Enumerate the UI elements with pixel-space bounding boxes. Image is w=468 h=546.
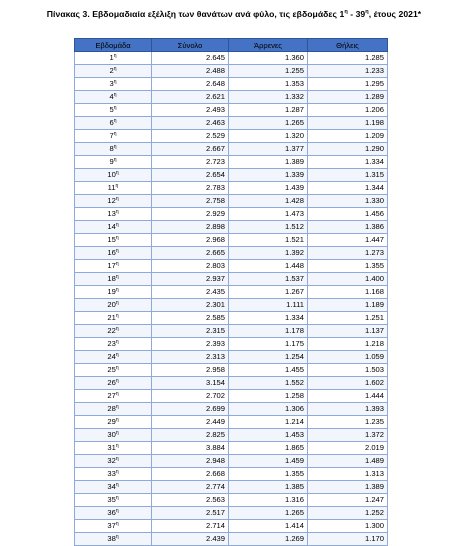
total-cell: 2.645 — [152, 52, 229, 65]
table-row — [75, 364, 388, 377]
male-cell: 1.178 — [229, 325, 308, 338]
week-cell: $12^\eta$ — [75, 195, 152, 208]
week-cell: $24^\eta$ — [75, 351, 152, 364]
table-row — [75, 221, 388, 234]
male-cell: 1.439 — [229, 182, 308, 195]
female-cell: 1.233 — [308, 65, 388, 78]
table-row — [75, 117, 388, 130]
table-row — [75, 442, 388, 455]
male-cell: 1.316 — [229, 494, 308, 507]
table-row — [75, 481, 388, 494]
male-cell: 1.512 — [229, 221, 308, 234]
female-cell: 1.198 — [308, 117, 388, 130]
total-cell: 2.937 — [152, 273, 229, 286]
female-cell: 1.247 — [308, 494, 388, 507]
total-cell: 2.313 — [152, 351, 229, 364]
table-row — [75, 247, 388, 260]
female-cell: 1.400 — [308, 273, 388, 286]
table-row — [75, 325, 388, 338]
male-cell: 1.267 — [229, 286, 308, 299]
table-row — [75, 390, 388, 403]
week-cell: $35^\eta$ — [75, 494, 152, 507]
week-cell: $26^\eta$ — [75, 377, 152, 390]
week-cell: $11^\eta$ — [75, 182, 152, 195]
table-row — [75, 533, 388, 546]
week-cell: $1^\eta$ — [75, 52, 152, 65]
week-cell: $20^\eta$ — [75, 299, 152, 312]
total-cell: 3.154 — [152, 377, 229, 390]
total-cell: 2.667 — [152, 143, 229, 156]
female-cell: 1.393 — [308, 403, 388, 416]
total-cell: 2.968 — [152, 234, 229, 247]
male-cell: 1.448 — [229, 260, 308, 273]
female-cell: 1.313 — [308, 468, 388, 481]
total-cell: 2.702 — [152, 390, 229, 403]
table-row — [75, 234, 388, 247]
male-cell: 1.265 — [229, 507, 308, 520]
table-row — [75, 403, 388, 416]
total-cell: 2.393 — [152, 338, 229, 351]
week-cell: $8^\eta$ — [75, 143, 152, 156]
female-cell: 1.372 — [308, 429, 388, 442]
total-cell: 2.529 — [152, 130, 229, 143]
table-row — [75, 156, 388, 169]
table-row — [75, 377, 388, 390]
female-cell: 1.389 — [308, 481, 388, 494]
table-row — [75, 494, 388, 507]
week-cell: $9^\eta$ — [75, 156, 152, 169]
male-cell: 1.339 — [229, 169, 308, 182]
table-row — [75, 104, 388, 117]
total-cell: 2.723 — [152, 156, 229, 169]
male-cell: 1.287 — [229, 104, 308, 117]
table-row — [75, 520, 388, 533]
male-cell: 1.360 — [229, 52, 308, 65]
total-cell: 2.668 — [152, 468, 229, 481]
total-cell: 2.449 — [152, 416, 229, 429]
total-cell: 3.884 — [152, 442, 229, 455]
female-cell: 1.386 — [308, 221, 388, 234]
total-cell: 2.654 — [152, 169, 229, 182]
week-cell: $7^\eta$ — [75, 130, 152, 143]
male-cell: 1.214 — [229, 416, 308, 429]
female-cell: 1.209 — [308, 130, 388, 143]
female-cell: 1.059 — [308, 351, 388, 364]
female-cell: 1.295 — [308, 78, 388, 91]
table-row — [75, 468, 388, 481]
week-cell: $16^\eta$ — [75, 247, 152, 260]
total-cell: 2.585 — [152, 312, 229, 325]
table-row — [75, 143, 388, 156]
female-cell: 1.137 — [308, 325, 388, 338]
female-cell: 1.489 — [308, 455, 388, 468]
table-row — [75, 338, 388, 351]
week-cell: $18^\eta$ — [75, 273, 152, 286]
table-row — [75, 195, 388, 208]
week-cell: $28^\eta$ — [75, 403, 152, 416]
male-cell: 1.428 — [229, 195, 308, 208]
female-cell: 1.355 — [308, 260, 388, 273]
week-cell: $32^\eta$ — [75, 455, 152, 468]
header-male: Άρρενες — [229, 39, 308, 52]
table-row — [75, 182, 388, 195]
female-cell: 1.456 — [308, 208, 388, 221]
male-cell: 1.552 — [229, 377, 308, 390]
table-row — [75, 208, 388, 221]
table-row — [75, 169, 388, 182]
week-cell: $29^\eta$ — [75, 416, 152, 429]
female-cell: 1.334 — [308, 156, 388, 169]
total-cell: 2.439 — [152, 533, 229, 546]
table-header-row — [75, 39, 388, 52]
total-cell: 2.948 — [152, 455, 229, 468]
male-cell: 1.269 — [229, 533, 308, 546]
male-cell: 1.255 — [229, 65, 308, 78]
week-cell: $14^\eta$ — [75, 221, 152, 234]
total-cell: 2.898 — [152, 221, 229, 234]
table-caption: Πίνακας 3. Εβδομαδιαία εξέλιξη των θανάτων ανά φύλο, τις εβδομάδες $1^\eta - 39^\eta$, έτους 2021* — [46, 9, 422, 19]
week-cell: $33^\eta$ — [75, 468, 152, 481]
table-row — [75, 52, 388, 65]
female-cell: 1.251 — [308, 312, 388, 325]
male-cell: 1.392 — [229, 247, 308, 260]
male-cell: 1.258 — [229, 390, 308, 403]
male-cell: 1.389 — [229, 156, 308, 169]
week-cell: $3^\eta$ — [75, 78, 152, 91]
week-cell: $22^\eta$ — [75, 325, 152, 338]
total-cell: 2.315 — [152, 325, 229, 338]
male-cell: 1.473 — [229, 208, 308, 221]
table-row — [75, 260, 388, 273]
total-cell: 2.435 — [152, 286, 229, 299]
female-cell: 1.300 — [308, 520, 388, 533]
female-cell: 1.602 — [308, 377, 388, 390]
male-cell: 1.455 — [229, 364, 308, 377]
female-cell: 1.503 — [308, 364, 388, 377]
week-cell: $31^\eta$ — [75, 442, 152, 455]
male-cell: 1.377 — [229, 143, 308, 156]
total-cell: 2.563 — [152, 494, 229, 507]
male-cell: 1.320 — [229, 130, 308, 143]
male-cell: 1.353 — [229, 78, 308, 91]
male-cell: 1.355 — [229, 468, 308, 481]
table-body — [75, 52, 388, 546]
female-cell: 1.290 — [308, 143, 388, 156]
header-female: Θήλεις — [308, 39, 388, 52]
week-cell: $19^\eta$ — [75, 286, 152, 299]
total-cell: 2.463 — [152, 117, 229, 130]
header-week: Εβδομάδα — [75, 39, 152, 52]
week-cell: $36^\eta$ — [75, 507, 152, 520]
table-row — [75, 286, 388, 299]
deaths-by-sex-table — [74, 38, 388, 546]
male-cell: 1.865 — [229, 442, 308, 455]
header-total: Σύνολο — [152, 39, 229, 52]
table-row — [75, 507, 388, 520]
total-cell: 2.929 — [152, 208, 229, 221]
total-cell: 2.803 — [152, 260, 229, 273]
female-cell: 1.315 — [308, 169, 388, 182]
week-cell: $15^\eta$ — [75, 234, 152, 247]
female-cell: 1.168 — [308, 286, 388, 299]
week-cell: $30^\eta$ — [75, 429, 152, 442]
female-cell: 1.218 — [308, 338, 388, 351]
week-cell: $27^\eta$ — [75, 390, 152, 403]
table-row — [75, 91, 388, 104]
male-cell: 1.111 — [229, 299, 308, 312]
total-cell: 2.758 — [152, 195, 229, 208]
male-cell: 1.175 — [229, 338, 308, 351]
week-cell: $5^\eta$ — [75, 104, 152, 117]
table-row — [75, 429, 388, 442]
total-cell: 2.714 — [152, 520, 229, 533]
week-cell: $13^\eta$ — [75, 208, 152, 221]
male-cell: 1.385 — [229, 481, 308, 494]
total-cell: 2.517 — [152, 507, 229, 520]
female-cell: 1.273 — [308, 247, 388, 260]
total-cell: 2.825 — [152, 429, 229, 442]
week-cell: $38^\eta$ — [75, 533, 152, 546]
male-cell: 1.334 — [229, 312, 308, 325]
total-cell: 2.958 — [152, 364, 229, 377]
female-cell: 1.344 — [308, 182, 388, 195]
week-cell: $37^\eta$ — [75, 520, 152, 533]
total-cell: 2.301 — [152, 299, 229, 312]
table-row — [75, 299, 388, 312]
week-cell: $25^\eta$ — [75, 364, 152, 377]
female-cell: 1.189 — [308, 299, 388, 312]
female-cell: 2.019 — [308, 442, 388, 455]
total-cell: 2.621 — [152, 91, 229, 104]
total-cell: 2.665 — [152, 247, 229, 260]
female-cell: 1.330 — [308, 195, 388, 208]
table-row — [75, 273, 388, 286]
male-cell: 1.414 — [229, 520, 308, 533]
total-cell: 2.783 — [152, 182, 229, 195]
female-cell: 1.252 — [308, 507, 388, 520]
table-row — [75, 130, 388, 143]
week-cell: $4^\eta$ — [75, 91, 152, 104]
table-row — [75, 416, 388, 429]
table-row — [75, 351, 388, 364]
female-cell: 1.444 — [308, 390, 388, 403]
female-cell: 1.206 — [308, 104, 388, 117]
total-cell: 2.774 — [152, 481, 229, 494]
week-cell: $17^\eta$ — [75, 260, 152, 273]
table-row — [75, 78, 388, 91]
week-cell: $10^\eta$ — [75, 169, 152, 182]
male-cell: 1.265 — [229, 117, 308, 130]
week-cell: $2^\eta$ — [75, 65, 152, 78]
male-cell: 1.254 — [229, 351, 308, 364]
male-cell: 1.306 — [229, 403, 308, 416]
male-cell: 1.453 — [229, 429, 308, 442]
week-cell: $6^\eta$ — [75, 117, 152, 130]
female-cell: 1.235 — [308, 416, 388, 429]
table-row — [75, 455, 388, 468]
total-cell: 2.493 — [152, 104, 229, 117]
female-cell: 1.289 — [308, 91, 388, 104]
female-cell: 1.285 — [308, 52, 388, 65]
female-cell: 1.170 — [308, 533, 388, 546]
total-cell: 2.648 — [152, 78, 229, 91]
male-cell: 1.332 — [229, 91, 308, 104]
week-cell: $34^\eta$ — [75, 481, 152, 494]
total-cell: 2.699 — [152, 403, 229, 416]
male-cell: 1.459 — [229, 455, 308, 468]
week-cell: $23^\eta$ — [75, 338, 152, 351]
female-cell: 1.447 — [308, 234, 388, 247]
table-row — [75, 65, 388, 78]
table-row — [75, 312, 388, 325]
total-cell: 2.488 — [152, 65, 229, 78]
male-cell: 1.521 — [229, 234, 308, 247]
male-cell: 1.537 — [229, 273, 308, 286]
week-cell: $21^\eta$ — [75, 312, 152, 325]
